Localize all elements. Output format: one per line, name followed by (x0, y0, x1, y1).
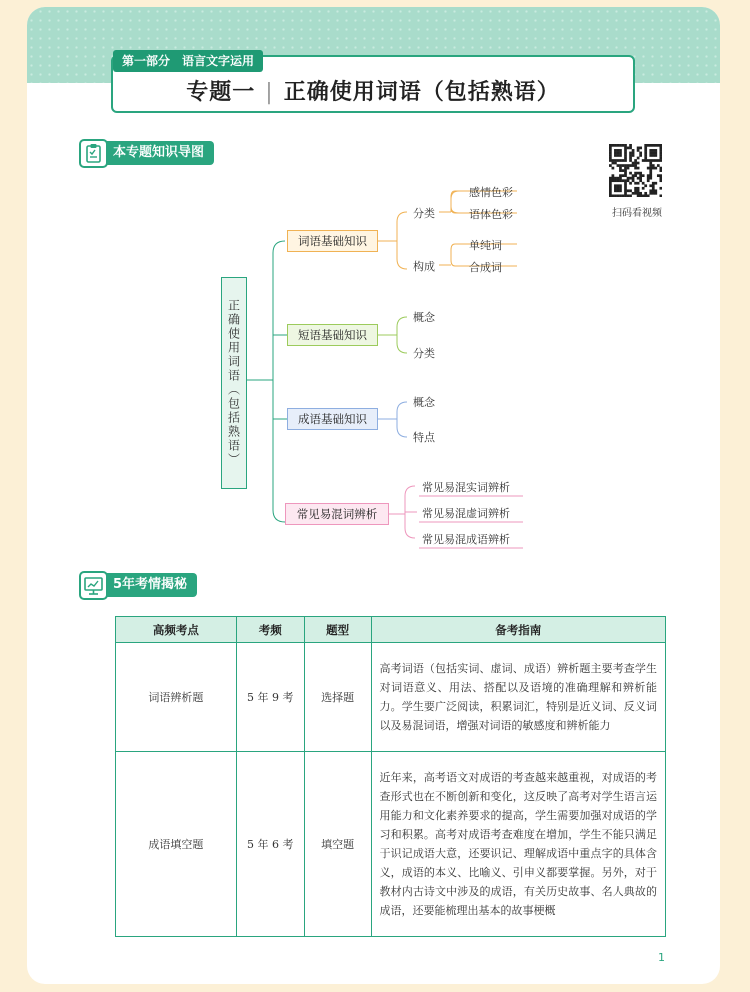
col-header-type: 题型 (304, 617, 371, 643)
ciyu-sub-fenlei: 分类 (413, 207, 435, 220)
clipboard-icon (79, 139, 108, 168)
duanyu-sub-fenlei: 分类 (413, 347, 435, 360)
page-number: 1 (658, 951, 665, 964)
leaf-yuti: 语体色彩 (469, 208, 513, 221)
cell-type: 填空题 (304, 752, 371, 937)
section-exam-header (79, 572, 197, 598)
col-header-guide: 备考指南 (371, 617, 665, 643)
bianxi-sub-xuci: 常见易混虚词辨析 (422, 507, 510, 520)
node-ciyu: 词语基础知识 (287, 230, 378, 252)
bianxi-sub-shici: 常见易混实词辨析 (422, 481, 510, 494)
node-duanyu: 短语基础知识 (287, 324, 378, 346)
ciyu-sub-goucheng: 构成 (413, 260, 435, 273)
table-row (116, 752, 666, 937)
leaf-hecheng: 合成词 (469, 261, 502, 274)
duanyu-sub-gainian: 概念 (413, 311, 435, 324)
chengyu-sub-tedian: 特点 (413, 431, 435, 444)
cell-point: 词语辨析题 (116, 643, 237, 752)
qr-caption: 扫码看视频 (612, 208, 662, 219)
col-header-freq: 考频 (236, 617, 304, 643)
mindmap-connectors (27, 7, 720, 567)
mindmap-root-text: 正确使用词语（包括熟语） (226, 299, 241, 467)
table-row (116, 643, 666, 752)
section-exam-label: 5年考情揭秘 (105, 573, 197, 597)
part-tag: 第一部分 语言文字运用 (113, 50, 263, 72)
section-mindmap-label: 本专题知识导图 (105, 141, 214, 165)
cell-guide: 高考词语（包括实词、虚词、成语）辨析题主要考查学生对词语意义、用法、搭配以及语境的准确理解和辨析能力。学生要广泛阅读，积累词汇，特别是近义词、反义词以及易混词语，增强对词语的敏感度和辨析能力 (371, 643, 665, 752)
page (27, 7, 720, 984)
title-separator: | (265, 80, 274, 105)
cell-type: 选择题 (304, 643, 371, 752)
leaf-ganqing: 感情色彩 (469, 186, 513, 199)
chart-screen-icon (79, 571, 108, 600)
chengyu-sub-gainian: 概念 (413, 396, 435, 409)
leaf-danchun: 单纯词 (469, 239, 502, 252)
cell-point: 成语填空题 (116, 752, 237, 937)
col-header-point: 高频考点 (116, 617, 237, 643)
cell-guide: 近年来，高考语文对成语的考查越来越重视，对成语的考查形式也在不断创新和变化，这反映了高考对学生语言运用能力和文化素养要求的提高，学生需要加强对成语的学习和积累。高考对成语考查难度在增加，学生不能只满足于识记成语大意，还要识记、理解成语中重点字的具体含义，成语的本义、比喻义、引申义都要掌握。另外，对于教材内古诗文中涉及的成语，有关历史故事、名人典故的成语，还要能梳理出基本的故事梗概 (371, 752, 665, 937)
node-bianxi: 常见易混词辨析 (285, 503, 389, 525)
cell-freq: 5 年 9 考 (236, 643, 304, 752)
topic-name: 正确使用词语（包括熟语） (283, 80, 560, 105)
topic-number: 专题一 (186, 80, 256, 105)
bianxi-sub-chengyu: 常见易混成语辨析 (422, 533, 510, 546)
exam-table (115, 616, 666, 937)
cell-freq: 5 年 6 考 (236, 752, 304, 937)
mindmap-root (221, 277, 247, 489)
table-header-row (116, 617, 666, 643)
node-chengyu: 成语基础知识 (287, 408, 378, 430)
